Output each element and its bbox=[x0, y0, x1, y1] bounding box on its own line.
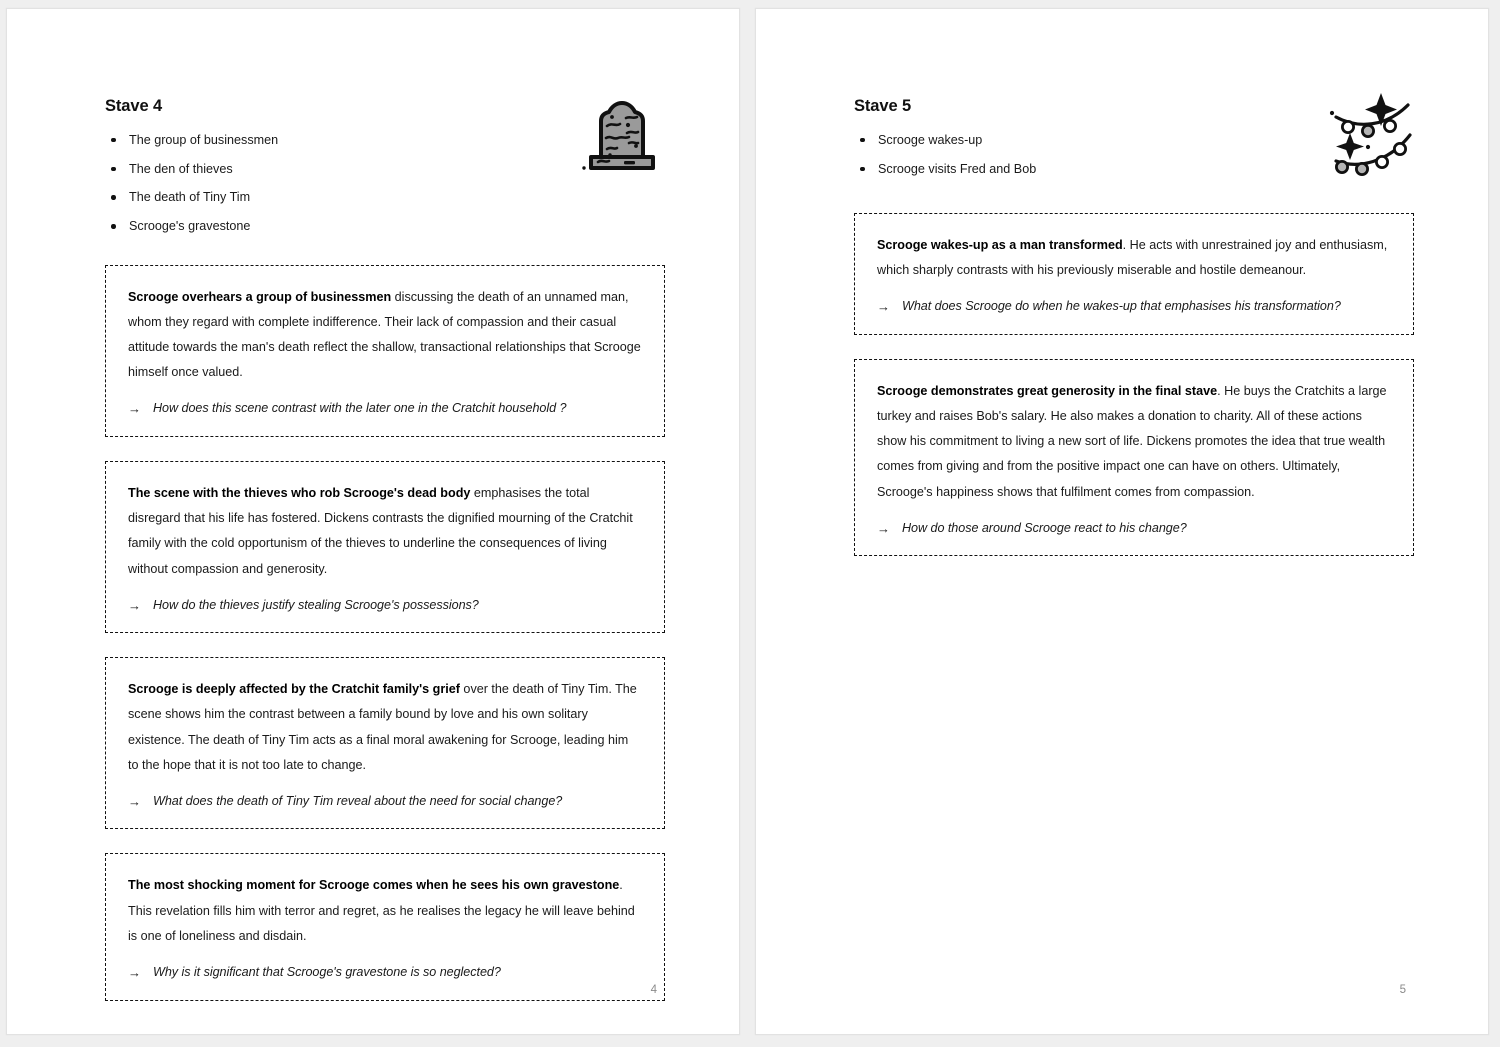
question-text: What does Scrooge do when he wakes-up that emphasises his transformation? bbox=[902, 299, 1341, 314]
page-stave-4 bbox=[6, 8, 740, 1035]
topic-label: Scrooge's gravestone bbox=[129, 219, 251, 233]
note-question bbox=[877, 297, 1391, 317]
note-question bbox=[128, 596, 642, 616]
gravestone-icon bbox=[579, 93, 665, 173]
note-question bbox=[877, 519, 1391, 539]
note-lead: Scrooge overhears a group of businessmen bbox=[128, 289, 392, 304]
topic-label: Scrooge wakes-up bbox=[878, 132, 983, 147]
arrow-right-icon: → bbox=[128, 401, 141, 417]
note-text bbox=[877, 233, 1391, 283]
arrow-right-icon: → bbox=[877, 299, 890, 315]
question-text: What does the death of Tiny Tim reveal about the need for social change? bbox=[153, 793, 563, 808]
topic-label: Scrooge visits Fred and Bob bbox=[878, 161, 1037, 176]
note-detail: discussing the death of an unnamed man, whom they regard with complete indifference. Their lack of compassion and their casual attitude towards the man's death reflect the shallow, transactional relationships that Scrooge himself once valued. bbox=[128, 289, 641, 380]
topic-label: The death of Tiny Tim bbox=[129, 190, 251, 205]
arrow-right-icon: → bbox=[128, 793, 141, 809]
note-box bbox=[854, 213, 1414, 335]
arrow-right-icon: → bbox=[128, 965, 141, 981]
note-lead: The scene with the thieves who rob Scrooge's dead body bbox=[128, 485, 471, 500]
page-header bbox=[854, 97, 1414, 183]
note-text bbox=[877, 379, 1391, 505]
question-text: How do those around Scrooge react to his change? bbox=[902, 520, 1187, 535]
question-text: How do the thieves justify stealing Scrooge's possessions? bbox=[153, 597, 479, 612]
bullet-icon bbox=[860, 167, 865, 172]
note-question bbox=[128, 963, 642, 983]
list-item bbox=[105, 219, 665, 235]
bullet-icon bbox=[111, 167, 116, 172]
note-box bbox=[105, 657, 665, 829]
note-text bbox=[128, 677, 642, 778]
note-detail: . He acts with unrestrained joy and enthusiasm, which sharply contrasts with his previously miserable and hostile demeanour. bbox=[877, 238, 1388, 278]
page-number: 4 bbox=[650, 984, 657, 996]
note-detail: emphasises the total disregard that his life has fostered. Dickens contrasts the dignified mourning of the Cratchit family with the cold opportunism of the thieves to underline the consequences of living without compassion and generosity. bbox=[128, 485, 633, 576]
page-header bbox=[105, 97, 665, 235]
question-text: Why is it significant that Scrooge's gravestone is so neglected? bbox=[153, 965, 501, 980]
note-question bbox=[128, 399, 642, 419]
note-box bbox=[105, 265, 665, 437]
bullet-icon bbox=[111, 224, 116, 229]
note-detail: over the death of Tiny Tim. The scene shows him the contrast between a family bound by love and his own solitary existence. The death of Tiny Tim acts as a final moral awakening for Scrooge, leading him to the hope that it is not too late to change. bbox=[128, 682, 637, 772]
page-stave-5 bbox=[755, 8, 1489, 1035]
question-text: How does this scene contrast with the later one in the Cratchit household ? bbox=[153, 401, 567, 416]
note-box bbox=[105, 853, 665, 1000]
note-box bbox=[854, 359, 1414, 556]
note-lead: The most shocking moment for Scrooge comes when he sees his own gravestone bbox=[128, 878, 620, 893]
page-title: Stave 4 bbox=[105, 97, 163, 115]
bullet-icon bbox=[111, 195, 116, 200]
notes-container bbox=[105, 265, 665, 1001]
note-lead: Scrooge is deeply affected by the Cratchit family's grief bbox=[128, 682, 460, 697]
note-detail: . This revelation fills him with terror and regret, as he realises the legacy he will leave behind is one of loneliness and disdain. bbox=[128, 878, 635, 943]
note-question bbox=[128, 792, 642, 812]
topic-label: The group of businessmen bbox=[129, 132, 279, 147]
note-text bbox=[128, 873, 642, 949]
note-lead: Scrooge wakes-up as a man transformed bbox=[877, 238, 1123, 252]
topic-label: The den of thieves bbox=[129, 161, 233, 176]
note-text bbox=[128, 481, 642, 582]
string-lights-icon bbox=[1324, 91, 1420, 177]
page-number: 5 bbox=[1399, 984, 1406, 996]
note-box bbox=[105, 461, 665, 633]
arrow-right-icon: → bbox=[128, 597, 141, 613]
note-text bbox=[128, 285, 642, 386]
note-detail: . He buys the Cratchits a large turkey and raises Bob's salary. He also makes a donation to charity. All of these actions show his commitment to living a new sort of life. Dickens promotes the idea that true wealth comes from giving and from the positive impact one can have on others. Ultimately, Scrooge's happiness shows that fulfilment comes from compassion. bbox=[877, 383, 1387, 499]
notes-container bbox=[854, 213, 1414, 556]
page-title: Stave 5 bbox=[854, 97, 912, 115]
list-item bbox=[105, 190, 665, 206]
note-lead: Scrooge demonstrates great generosity in the final stave bbox=[877, 383, 1218, 398]
arrow-right-icon: → bbox=[877, 520, 890, 536]
bullet-icon bbox=[111, 138, 116, 143]
bullet-icon bbox=[860, 138, 865, 143]
